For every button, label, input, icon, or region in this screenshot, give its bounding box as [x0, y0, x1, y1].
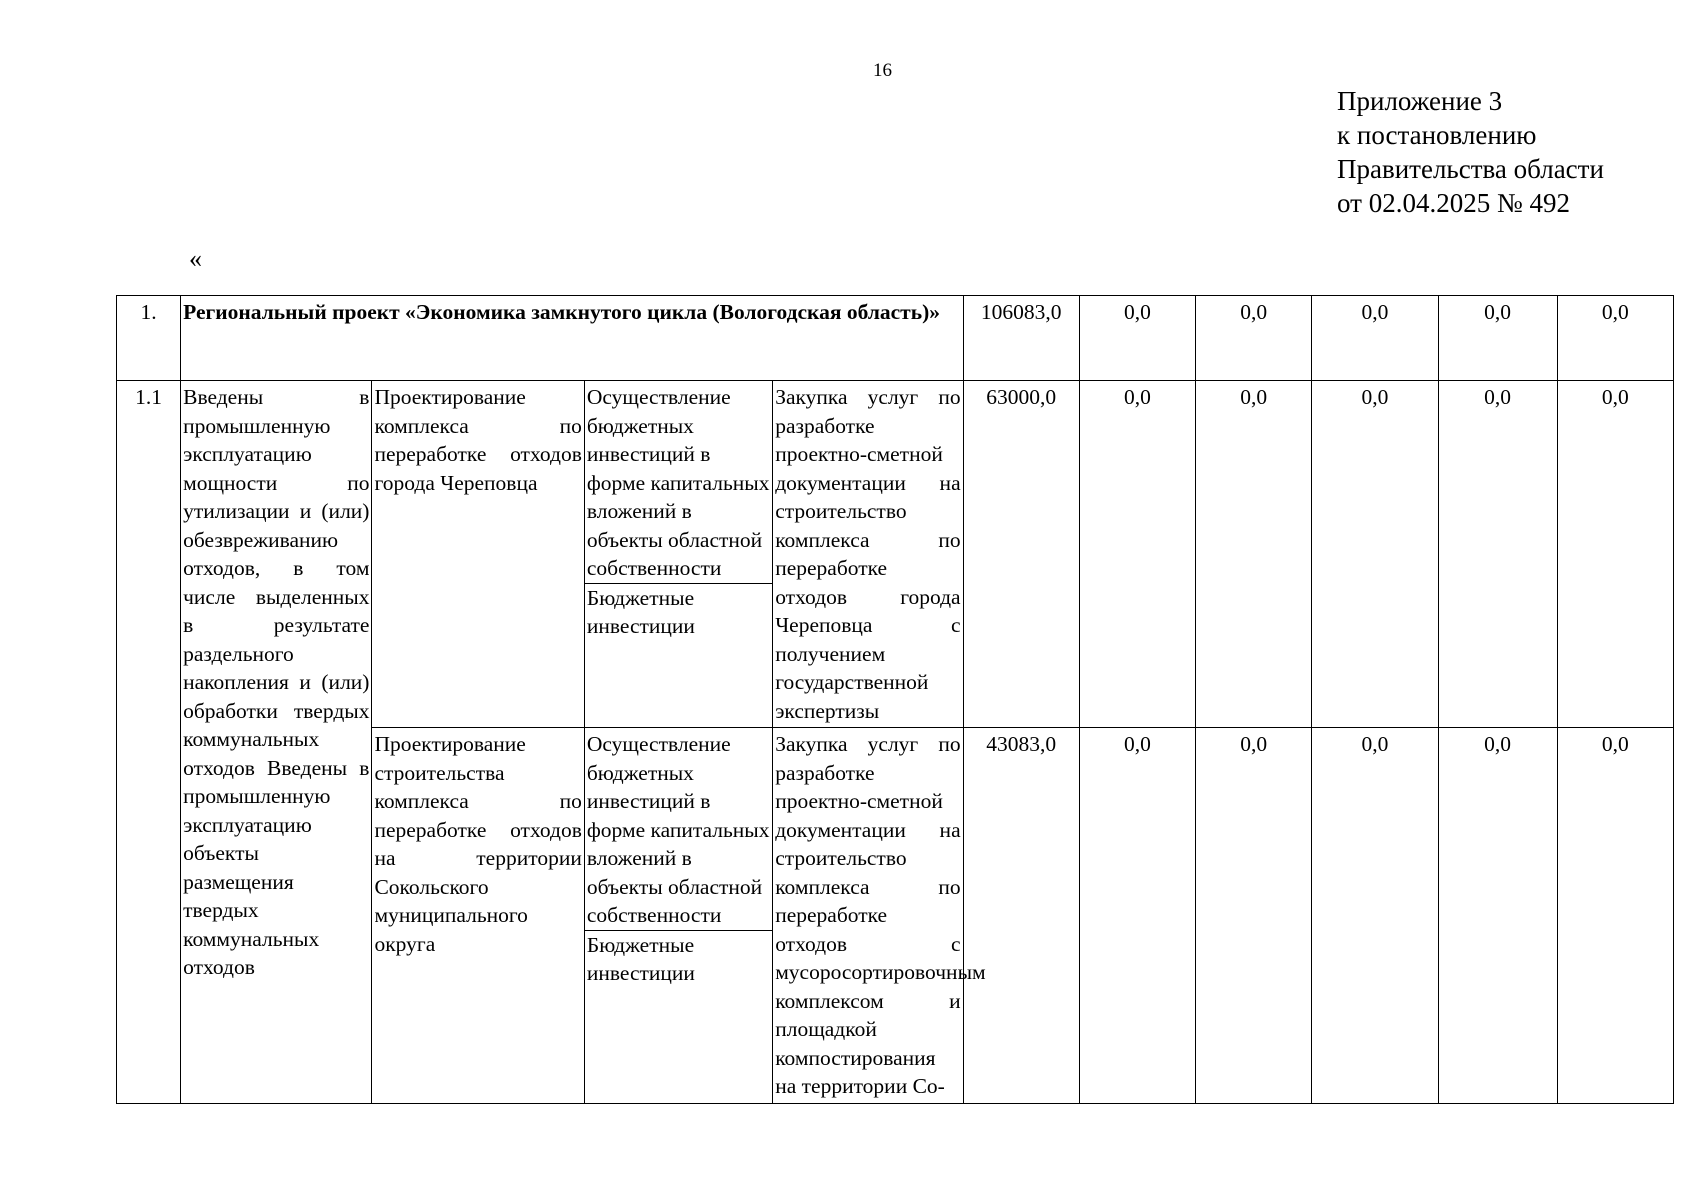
value-cell: 0,0	[1557, 728, 1673, 1104]
value-cell: 0,0	[1079, 296, 1195, 381]
value-cell: 0,0	[1438, 381, 1557, 728]
appendix-header	[1337, 84, 1604, 220]
direction-cell	[584, 381, 772, 728]
appendix-line: Приложение 3	[1337, 86, 1503, 116]
row-number: 1.1	[117, 381, 181, 1104]
value-cell: 0,0	[1557, 381, 1673, 728]
direction-capital: Осуществление бюджетных инвестиций в форме капитальных вложений в объекты областной собственности	[585, 383, 772, 584]
value-cell: 63000,0	[963, 381, 1079, 728]
object-cell: Проектирование комплекса по переработке отходов города Череповца	[372, 381, 584, 728]
table-row	[117, 381, 1674, 728]
value-cell: 0,0	[1312, 296, 1438, 381]
value-cell: 0,0	[1557, 296, 1673, 381]
direction-budget: Бюджетные инвестиции	[586, 932, 695, 985]
value-cell: 0,0	[1438, 296, 1557, 381]
value-cell: 0,0	[1079, 728, 1195, 1104]
direction-cell	[584, 728, 772, 1104]
result-cell: Введены в промышленную эксплуатацию мощности по утилизации и (или) обезвреживанию отходов, в том числе выделенных в результате раздельного накопления и (или) обработки твердых коммунальных отходов Введены в промышленную эксплуатацию объекты размещения твердых коммунальных отходов	[181, 381, 372, 1104]
value-cell: 0,0	[1312, 728, 1438, 1104]
budget-table	[116, 295, 1674, 1104]
object-cell: Проектирование строительства комплекса по переработке отходов на территории Сокольского муниципального округа	[372, 728, 584, 1104]
project-name: Региональный проект «Экономика замкнутого цикла (Вологодская область)»	[181, 296, 964, 381]
opening-quote: «	[189, 244, 202, 273]
row-number: 1.	[117, 296, 181, 381]
value-cell: 0,0	[1196, 728, 1312, 1104]
value-cell: 0,0	[1196, 296, 1312, 381]
value-cell: 0,0	[1312, 381, 1438, 728]
page-number: 16	[873, 60, 892, 81]
appendix-line: к постановлению	[1337, 120, 1537, 150]
event-cell: Закупка услуг по разработке проектно-сметной документации на строительство комплекса по переработке отходов города Череповца с получением государственной экспертизы	[773, 381, 963, 728]
event-cell: Закупка услуг по разработке проектно-сметной документации на строительство комплекса по переработке отходов с мусоросортировочным комплексом и площадкой компостирования на территории Со-	[773, 728, 963, 1104]
appendix-line: от 02.04.2025 № 492	[1337, 188, 1570, 218]
value-cell: 106083,0	[963, 296, 1079, 381]
value-cell: 0,0	[1079, 381, 1195, 728]
direction-budget: Бюджетные инвестиции	[586, 585, 695, 638]
appendix-line: Правительства области	[1337, 154, 1604, 184]
table-row	[117, 296, 1674, 381]
direction-capital: Осуществление бюджетных инвестиций в форме капитальных вложений в объекты областной собственности	[585, 730, 772, 931]
value-cell: 0,0	[1438, 728, 1557, 1104]
value-cell: 0,0	[1196, 381, 1312, 728]
value-cell: 43083,0	[963, 728, 1079, 1104]
